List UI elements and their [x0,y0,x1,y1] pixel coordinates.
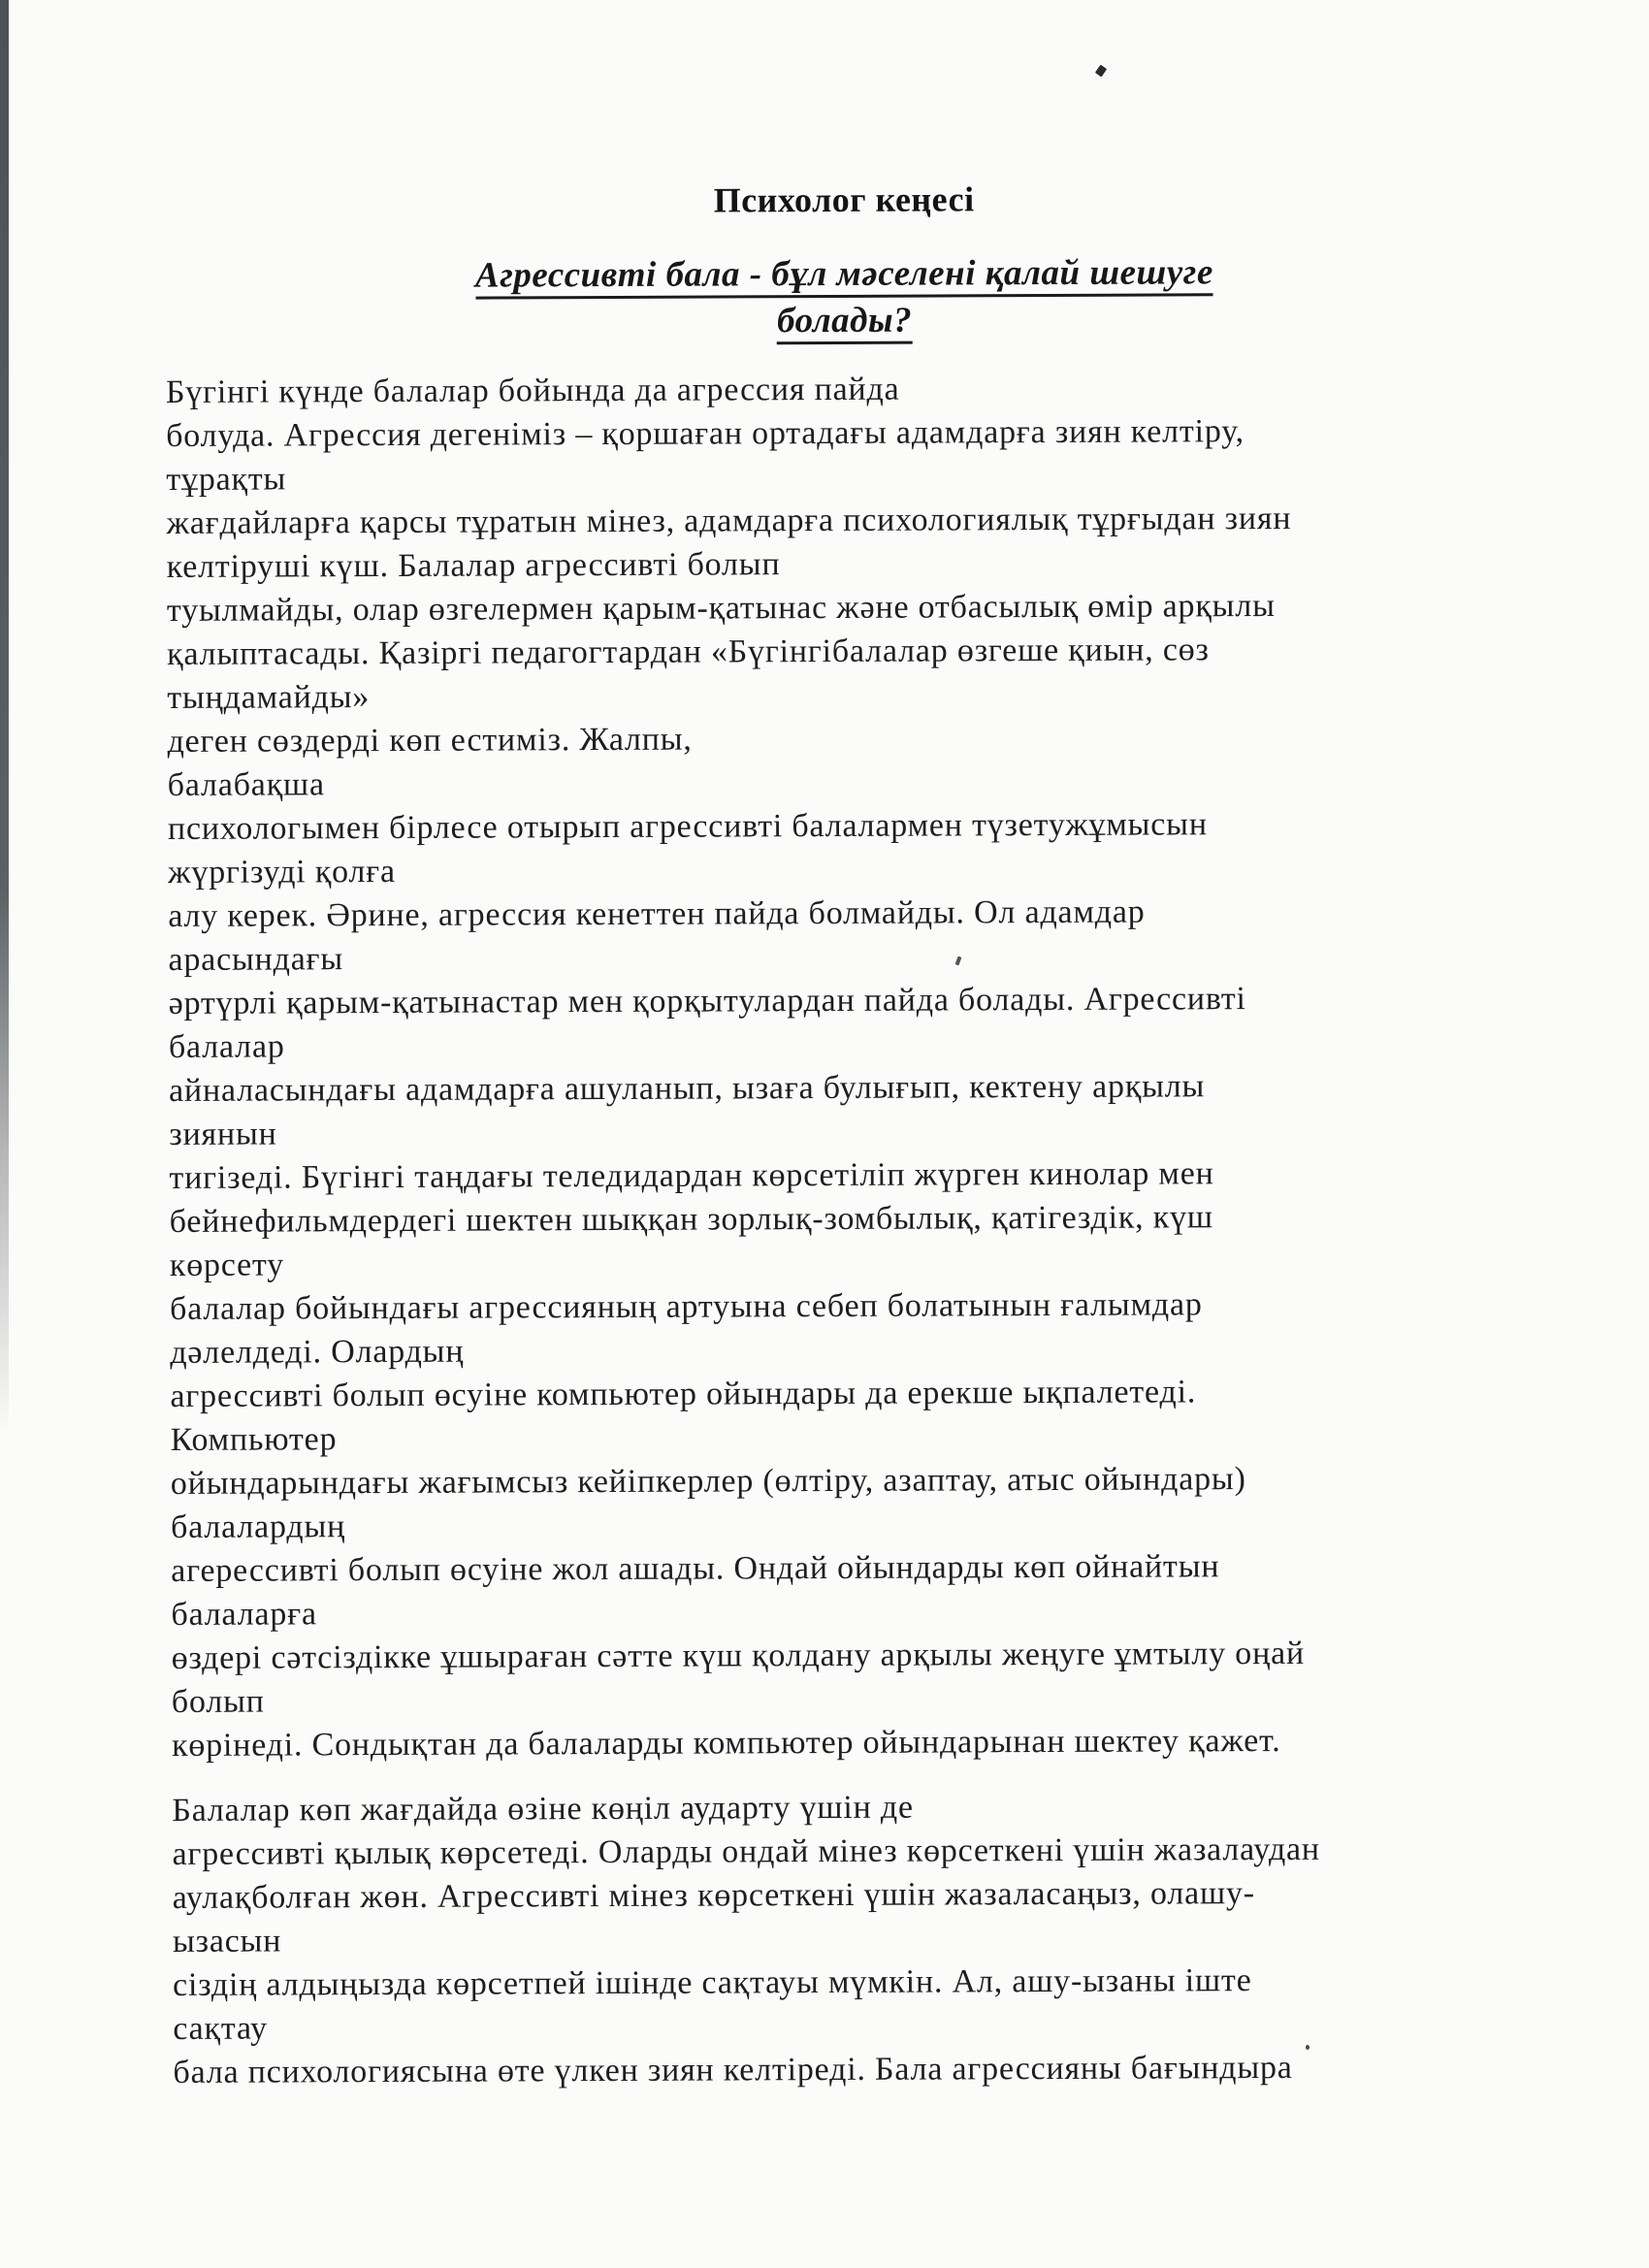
text-line: қалыптасады. Қазіргі педагогтардан «Бүгінгібалалар өзгеше қиын, сөз [167,632,1210,672]
text-line: көрсету [169,1247,285,1283]
text-line: туылмайды, олар өзгелермен қарым-қатынас және отбасылық өмір арқылы [166,587,1276,629]
text-line: агерессивті болып өсуіне жол ашады. Ондай ойындарды көп ойнайтын [171,1548,1220,1589]
document-subtitle [180,248,1507,347]
text-line: сіздің алдыңызда көрсетпей ішінде сақтауы мүмкін. Ал, ашу-ызаны іште [173,1962,1252,2003]
subtitle-line-1: Агрессивті бала - бұл мәселені қалай шешуге [475,252,1213,299]
scan-speck [1095,65,1107,78]
text-line: бала психологиясына өте үлкен зиян келтіреді. Бала агрессияны бағындыра [173,2049,1293,2090]
text-line: келтіруші күш. Балалар агрессивті болып [166,546,781,585]
text-line: балалардың [170,1508,346,1545]
document-content [165,177,1501,2094]
text-line: балабақша [167,766,325,803]
text-line: болуда. Агрессия дегеніміз – қоршаған ортадағы адамдарға зиян келтіру, [166,413,1245,454]
paragraph-2 [172,1783,1500,2094]
text-line: тыңдамайды» [167,679,371,716]
text-line: болып [171,1683,265,1720]
text-line: балалар [168,1028,285,1065]
paragraph-1 [166,365,1499,1767]
text-line: жүргізуді қолға [168,853,396,891]
text-line: балалар бойындағы агрессияның артуына себеп болатынын ғалымдар [169,1286,1203,1327]
scan-edge-artifact [0,0,9,1436]
text-line: тұрақты [166,461,287,498]
text-line: ызасын [172,1923,282,1960]
text-line: алу керек. Әрине, агрессия кенеттен пайда болмайды. Ол адамдар [168,893,1146,934]
text-line: өздері сәтсіздікке ұшыраған сәтте күш қолдану арқылы жеңуге ұмтылу оңай [171,1635,1306,1676]
text-line: Компьютер [170,1421,338,1458]
text-line: дәлелдеді. Олардың [170,1333,465,1371]
text-line: психологымен бірлесе отырып агрессивті балалармен түзетужұмысын [167,806,1208,847]
text-line: зиянын [169,1116,277,1152]
text-line: ойындарындағы жағымсыз кейіпкерлер (өлтіру, азаптау, атыс ойындары) [170,1461,1246,1502]
text-line: көрінеді. Сондықтан да балаларды компьютер ойындарынан шектеу қажет. [171,1722,1281,1764]
text-line: Бүгінгі күнде балалар бойында да агрессия пайда [165,371,900,410]
text-line: Балалар көп жағдайда өзіне көңіл аударту үшін де [172,1789,914,1829]
text-line: балаларға [171,1596,317,1633]
subtitle-line-2: болады? [777,301,912,345]
text-line: агрессивті болып өсуіне компьютер ойындары да ерекше ықпалетеді. [170,1374,1197,1414]
text-line: аулақболған жөн. Агрессивті мінез көрсеткені үшін жазаласаңыз, олашу- [172,1875,1255,1916]
text-line: айналасындағы адамдарға ашуланып, ызаға булығып, кектену арқылы [169,1068,1206,1109]
text-line: әртүрлі қарым-қатынастар мен қорқытулардан пайда болады. Агрессивті [168,981,1246,1021]
document-title: Психолог кеңесі [713,179,975,220]
text-line: арасындағы [168,941,344,978]
text-line: деген сөздерді көп естиміз. Жалпы, [167,721,693,760]
text-line: сақтау [173,2010,268,2047]
text-line: бейнефильмдердегі шектен шыққан зорлық-зомбылық, қатігездік, күш [169,1199,1213,1240]
text-line: жағдайларға қарсы тұратын мінез, адамдарға психологиялық тұрғыдан зиян [166,500,1292,541]
text-line: тигізеді. Бүгінгі таңдағы теледидардан көрсетіліп жүрген кинолар мен [169,1155,1214,1196]
text-line: агрессивті қылық көрсетеді. Оларды ондай мінез көрсеткені үшін жазалаудан [172,1831,1320,1872]
